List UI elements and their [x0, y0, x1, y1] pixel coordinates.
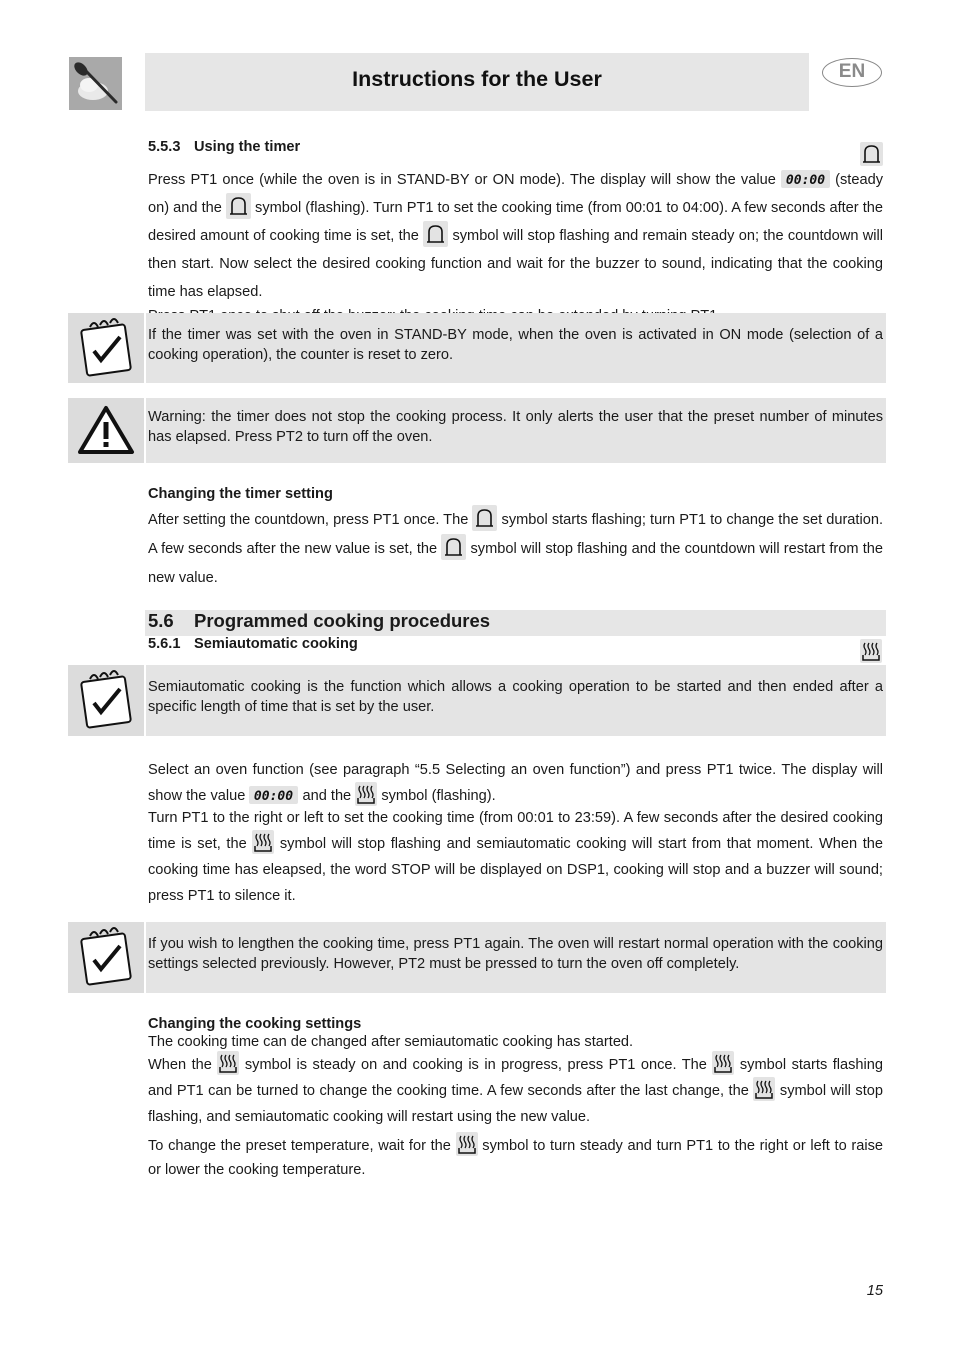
- section-heading-5-5-3: [148, 138, 300, 156]
- text-run: Press PT1 once (while the oven is in STAND-BY or ON mode). The display will show the value: [148, 172, 776, 188]
- text-run: symbol will stop flashing and remain steady on; the countdown will then start. Now select the desired cooking function and wait for the buzzer to sound, indicating that the cooking time has elapsed.: [148, 228, 883, 300]
- text-run: Turn PT1 to the right or left to set the cooking time (from 00:01 to 23:59). A few seconds after the desired cooking time is set, the: [148, 810, 883, 852]
- section-band-5-6: [145, 610, 886, 636]
- text-run: symbol will stop flashing, and semiautomatic cooking will restart using the new value.: [148, 1083, 883, 1125]
- timer-bell-icon: [226, 193, 251, 219]
- logo-icon: [69, 57, 122, 110]
- header-band: [145, 53, 809, 111]
- svg-text:00:00: 00:00: [254, 789, 294, 805]
- text-run: symbol (flashing). Turn PT1 to set the cooking time (from 00:01 to 04:00). A few seconds after the desired amount of cooking time is set, the: [148, 200, 884, 244]
- cooking-heat-icon: [860, 639, 882, 663]
- note-icon: [68, 922, 144, 993]
- page-title: Instructions for the User: [352, 67, 602, 91]
- note-text: Semiautomatic cooking is the function which allows a cooking operation to be started and then ended after a specific length of time that is set by the user.: [148, 679, 883, 715]
- section-title: Programmed cooking procedures: [194, 610, 491, 631]
- text-run: (steady on) and the: [148, 172, 883, 216]
- timer-bell-icon: [860, 142, 883, 166]
- section-number: 5.6.1: [148, 636, 181, 652]
- text-run: symbol will stop flashing and semiautomatic cooking will start from that moment. When the cooking time has eleapsed, the word STOP will be displayed on DSP1, cooking will stop and a buzzer will sound; press PT1 to silence it.: [148, 836, 883, 904]
- timer-bell-icon: [472, 505, 497, 531]
- display-digits-icon: [249, 786, 298, 804]
- timer-paragraph: [148, 166, 883, 326]
- note-box: [146, 665, 886, 736]
- text-run: Select an oven function (see paragraph “5.5 Selecting an oven function”) and press PT1 twice. The display will show the value: [148, 762, 883, 804]
- text-run: After setting the countdown, press PT1 once. The: [148, 512, 469, 528]
- language-badge: EN: [822, 58, 882, 87]
- text-run: symbol will stop flashing and the countdown will restart from the new value.: [148, 541, 884, 586]
- semiautomatic-paragraph: [148, 757, 883, 909]
- cooking-heat-icon: [753, 1077, 775, 1101]
- warning-icon: [68, 398, 144, 463]
- cooking-heat-icon: [252, 830, 274, 854]
- text-run: and the: [302, 788, 352, 804]
- section-title: Using the timer: [194, 139, 301, 155]
- text-run: symbol to turn steady and turn PT1 to the right or left to raise or lower the cooking temperature.: [148, 1138, 884, 1178]
- section-number: 5.6: [148, 610, 174, 631]
- note-box: [146, 922, 886, 993]
- svg-text:00:00: 00:00: [785, 173, 826, 189]
- timer-bell-icon: [441, 534, 466, 560]
- section-title: Semiautomatic cooking: [194, 636, 358, 652]
- note-icon: [68, 313, 144, 383]
- text-run: symbol starts flashing and PT1 can be turned to change the cooking time. A few seconds after the last change, the: [148, 1057, 884, 1099]
- text-run: When the: [148, 1057, 212, 1073]
- note-box: [146, 313, 886, 383]
- cooking-heat-icon: [456, 1132, 478, 1156]
- note-icon: [68, 665, 144, 736]
- text-run: symbol is steady on and cooking is in progress, press PT1 once. The: [244, 1057, 707, 1073]
- cooking-change-paragraph: [148, 1033, 883, 1182]
- cooking-heat-icon: [355, 782, 377, 806]
- warning-text: Warning: the timer does not stop the cooking process. It only alerts the user that the preset number of minutes has elapsed. Press PT2 to turn off the oven.: [148, 409, 883, 445]
- text-run: symbol (flashing).: [381, 788, 496, 804]
- warning-box: [146, 398, 886, 463]
- page-number: 15: [866, 1283, 883, 1299]
- note-text: If you wish to lengthen the cooking time, press PT1 again. The oven will restart normal operation with the cooking settings selected previously. However, PT2 must be pressed to turn the oven off completely.: [148, 936, 883, 972]
- timer-bell-icon: [423, 221, 448, 247]
- section-heading-5-6: [148, 610, 490, 632]
- text-line: The cooking time can de changed after semiautomatic cooking has started.: [148, 1034, 634, 1050]
- subheading-cooking-change: Changing the cooking settings: [148, 1016, 362, 1032]
- text-run: To change the preset temperature, wait for the: [148, 1138, 451, 1154]
- cooking-heat-icon: [217, 1051, 239, 1075]
- subheading-timer-change: Changing the timer setting: [148, 486, 333, 502]
- display-digits-icon: [781, 170, 830, 188]
- section-number: 5.5.3: [148, 139, 181, 155]
- timer-change-paragraph: [148, 506, 883, 593]
- cooking-heat-icon: [712, 1051, 734, 1075]
- section-heading-5-6-1: [148, 635, 358, 653]
- note-text: If the timer was set with the oven in STAND-BY mode, when the oven is activated in ON mode (selection of a cooking operation), the counter is reset to zero.: [148, 327, 883, 363]
- text-run: symbol starts flashing; turn PT1 to change the set duration. A few seconds after the new value is set, the: [148, 512, 884, 557]
